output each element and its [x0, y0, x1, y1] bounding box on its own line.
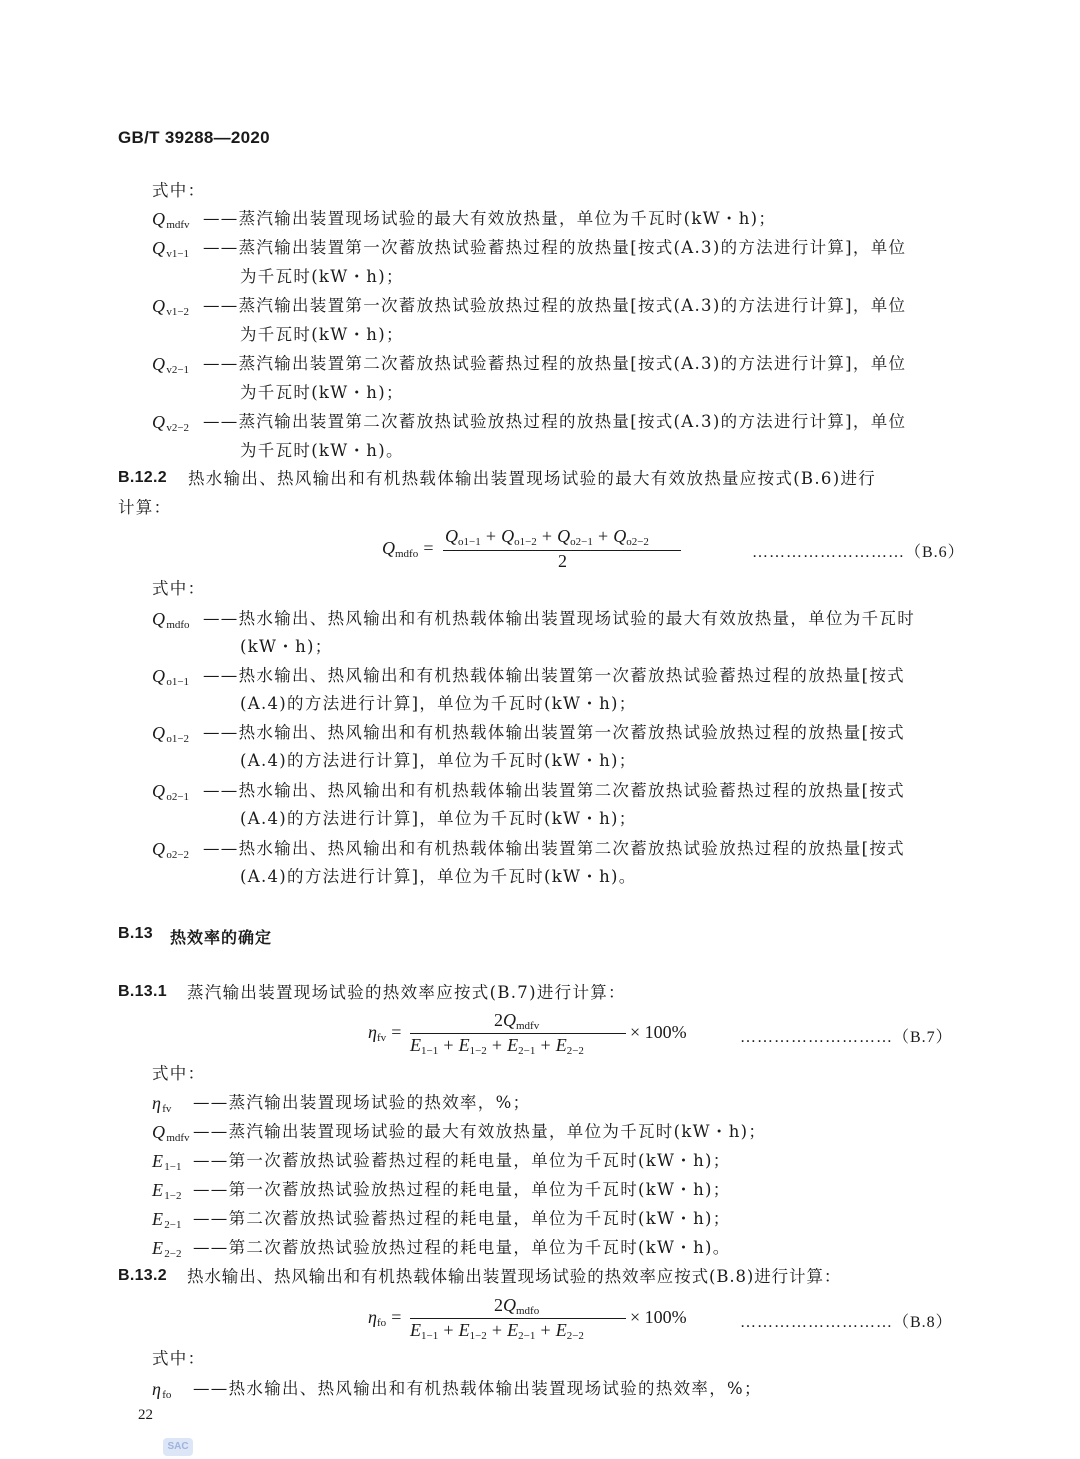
clause-text-b12-2-cont: 计算： — [118, 498, 172, 517]
var-def-q-v2-1: $Q_{v2-1}$ — [152, 354, 190, 376]
var-def-text: ——第二次蓄放热试验放热过程的耗电量，单位为千瓦时(kW・h)。 — [193, 1238, 731, 1257]
var-def-e-2-2: $E_{2-2}$ — [152, 1238, 182, 1260]
var-def-e-2-1: $E_{2-1}$ — [152, 1209, 182, 1231]
where-label-2: 式中： — [152, 579, 206, 598]
var-def-e-1-2: $E_{1-2}$ — [152, 1180, 182, 1202]
clause-text-b13-2: 热水输出、热风输出和有机热载体输出装置现场试验的热效率应按式(B.8)进行计算： — [187, 1267, 842, 1286]
var-def-q-o2-2: $Q_{o2-2}$ — [152, 839, 190, 861]
var-def-q-o1-2: $Q_{o1-2}$ — [152, 723, 190, 745]
var-def-text-cont: (A.4)的方法进行计算]，单位为千瓦时(kW・h)； — [240, 809, 637, 828]
clause-text-b13-1: 蒸汽输出装置现场试验的热效率应按式(B.7)进行计算： — [187, 983, 626, 1002]
var-def-eta-fv: $\eta_{fv}$ — [152, 1093, 172, 1115]
var-def-text: ——热水输出、热风输出和有机热载体输出装置现场试验的最大有效放热量，单位为千瓦时 — [203, 609, 916, 628]
var-def-q-mdfv-2: $Q_{mdfv}$ — [152, 1122, 190, 1144]
var-def-eta-fo: $\eta_{fo}$ — [152, 1379, 172, 1401]
var-def-text-cont: 为千瓦时(kW・h)； — [240, 267, 404, 286]
equation-b6-numerator: $Q_{o1-1} + Q_{o1-2} + Q_{o2-1} + Q_{o2-2}$ — [445, 526, 649, 548]
equation-b7-numerator: $2Q_{mdfv}$ — [494, 1010, 540, 1032]
var-def-text: ——蒸汽输出装置现场试验的最大有效放热量，单位为千瓦时(kW・h)； — [203, 209, 777, 228]
clause-text-b12-2: 热水输出、热风输出和有机热载体输出装置现场试验的最大有效放热量应按式(B.6)进行 — [188, 469, 877, 488]
equation-b8-numerator: $2Q_{mdfo}$ — [494, 1295, 540, 1317]
clause-number-b13-1: B.13.1 — [118, 983, 167, 1000]
clause-number-b12-2: B.12.2 — [118, 469, 167, 486]
var-def-text: ——热水输出、热风输出和有机热载体输出装置第二次蓄放热试验放热过程的放热量[按式 — [203, 839, 905, 858]
equation-b7-percent: × 100% — [630, 1022, 687, 1042]
var-def-text: ——蒸汽输出装置现场试验的热效率，%； — [193, 1093, 531, 1112]
var-def-q-o1-1: $Q_{o1-1}$ — [152, 666, 190, 688]
standard-code-header: GB/T 39288—2020 — [118, 128, 270, 147]
var-def-text-cont: 为千瓦时(kW・h)； — [240, 325, 404, 344]
var-def-text: ——热水输出、热风输出和有机热载体输出装置现场试验的热效率，%； — [193, 1379, 762, 1398]
var-def-text-cont: (A.4)的方法进行计算]，单位为千瓦时(kW・h)； — [240, 751, 637, 770]
fraction-bar-b8 — [410, 1318, 626, 1319]
var-def-text-cont: 为千瓦时(kW・h)； — [240, 383, 404, 402]
equation-label-b7: ………………………（B.7） — [740, 1029, 953, 1046]
var-def-text: ——蒸汽输出装置第一次蓄放热试验放热过程的放热量[按式(A.3)的方法进行计算]，单位 — [203, 296, 907, 315]
var-def-text-cont: 为千瓦时(kW・h)。 — [240, 441, 404, 460]
var-def-q-mdfo: $Q_{mdfo}$ — [152, 609, 190, 631]
fraction-bar-b7 — [410, 1033, 626, 1034]
section-title-b13: 热效率的确定 — [170, 930, 273, 947]
var-def-q-v1-1: $Q_{v1-1}$ — [152, 238, 190, 260]
var-def-text: ——蒸汽输出装置第一次蓄放热试验蓄热过程的放热量[按式(A.3)的方法进行计算]，单位 — [203, 238, 907, 257]
equation-b8-denominator: $E_{1-1} + E_{1-2} + E_{2-1} + E_{2-2}$ — [410, 1320, 584, 1342]
var-def-text: ——第二次蓄放热试验蓄热过程的耗电量，单位为千瓦时(kW・h)； — [193, 1209, 731, 1228]
equation-b7-lhs: $\eta_{fv}$ = — [368, 1022, 402, 1044]
var-def-text: ——第一次蓄放热试验蓄热过程的耗电量，单位为千瓦时(kW・h)； — [193, 1151, 731, 1170]
sac-watermark-logo: SAC — [163, 1438, 193, 1456]
page-number: 22 — [138, 1407, 153, 1423]
equation-label-b8: ………………………（B.8） — [740, 1314, 953, 1331]
var-def-text: ——热水输出、热风输出和有机热载体输出装置第一次蓄放热试验蓄热过程的放热量[按式 — [203, 666, 905, 685]
var-def-e-1-1: $E_{1-1}$ — [152, 1151, 182, 1173]
equation-b8-lhs: $\eta_{fo}$ = — [368, 1307, 402, 1329]
var-def-text: ——蒸汽输出装置第二次蓄放热试验蓄热过程的放热量[按式(A.3)的方法进行计算]，单位 — [203, 354, 907, 373]
var-def-text-cont: (A.4)的方法进行计算]，单位为千瓦时(kW・h)； — [240, 694, 637, 713]
equation-label-b6: ………………………（B.6） — [752, 544, 965, 561]
equation-b7-denominator: $E_{1-1} + E_{1-2} + E_{2-1} + E_{2-2}$ — [410, 1035, 584, 1057]
var-def-q-mdfv: $Q_{mdfv}$ — [152, 209, 190, 231]
var-def-q-o2-1: $Q_{o2-1}$ — [152, 781, 190, 803]
equation-b6-lhs: $Q_{mdfo}$ = — [382, 538, 434, 560]
var-def-text: ——蒸汽输出装置现场试验的最大有效放热量，单位为千瓦时(kW・h)； — [193, 1122, 767, 1141]
var-def-text-cont: (A.4)的方法进行计算]，单位为千瓦时(kW・h)。 — [240, 867, 637, 886]
var-def-q-v1-2: $Q_{v1-2}$ — [152, 296, 190, 318]
var-def-q-v2-2: $Q_{v2-2}$ — [152, 412, 190, 434]
clause-number-b13-2: B.13.2 — [118, 1267, 167, 1284]
where-label-3: 式中： — [152, 1064, 206, 1083]
where-label-1: 式中： — [152, 181, 206, 200]
var-def-text: ——热水输出、热风输出和有机热载体输出装置第一次蓄放热试验放热过程的放热量[按式 — [203, 723, 905, 742]
var-def-text-cont: (kW・h)； — [240, 637, 333, 656]
var-def-text: ——蒸汽输出装置第二次蓄放热试验放热过程的放热量[按式(A.3)的方法进行计算]，单位 — [203, 412, 907, 431]
var-def-text: ——热水输出、热风输出和有机热载体输出装置第二次蓄放热试验蓄热过程的放热量[按式 — [203, 781, 905, 800]
section-number-b13: B.13 — [118, 925, 153, 942]
var-def-text: ——第一次蓄放热试验放热过程的耗电量，单位为千瓦时(kW・h)； — [193, 1180, 731, 1199]
equation-b8-percent: × 100% — [630, 1307, 687, 1327]
where-label-4: 式中： — [152, 1349, 206, 1368]
equation-b6-denominator: 2 — [558, 551, 567, 571]
